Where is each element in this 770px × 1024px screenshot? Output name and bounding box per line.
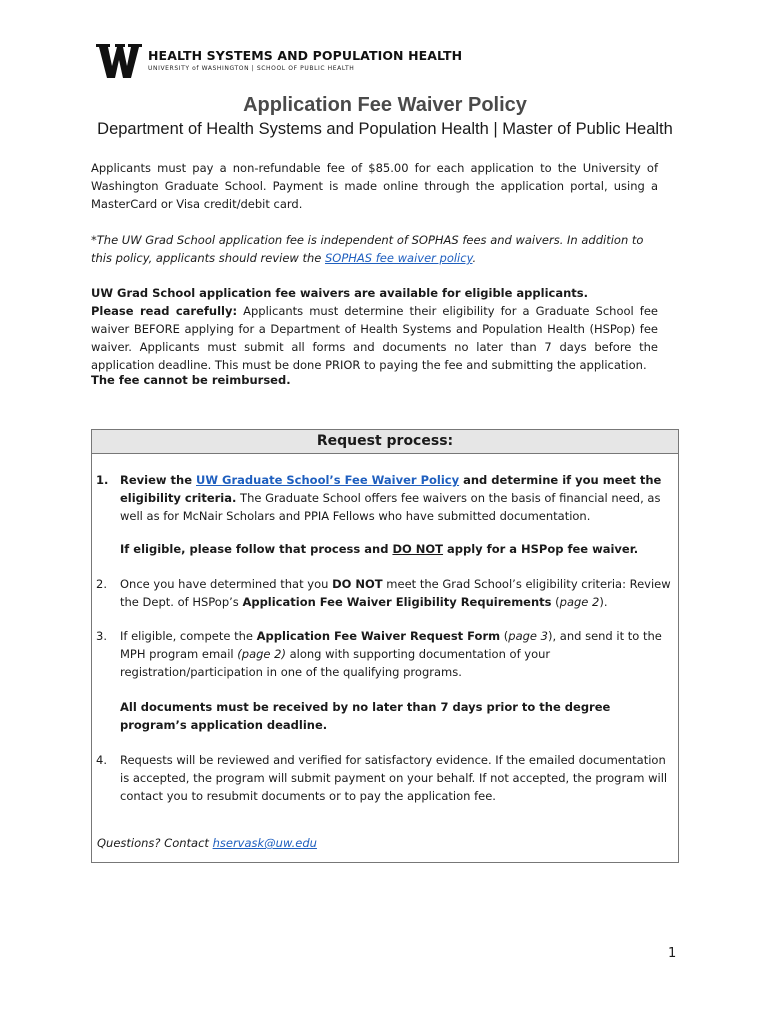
item3-text: If eligible, compete the	[120, 629, 257, 643]
sophas-note	[91, 231, 658, 267]
uw-w-logo-icon	[96, 44, 142, 78]
contact-email-link[interactable]: hservask@uw.edu	[212, 836, 317, 850]
item-number: 2.	[96, 577, 107, 591]
eligible-after: apply for a HSPop fee waiver.	[443, 542, 639, 556]
no-reimburse-text: The fee cannot be reimbursed.	[91, 373, 291, 387]
request-process-header: Request process:	[92, 430, 678, 454]
eligibility-heading	[91, 284, 658, 302]
item1-bold-after: and determine if you meet the eligibility criteria.	[120, 473, 662, 505]
item3-text: along with supporting documentation of your registration/participation in one of the qualifying programs.	[120, 647, 551, 679]
deadline-text: All documents must be received by no later than 7 days prior to the degree program’s application deadline.	[120, 700, 611, 732]
item3-bold: Application Fee Waiver Request Form	[256, 629, 501, 643]
item3-text: (	[500, 629, 509, 643]
item-number: 3.	[96, 629, 107, 643]
item2-bold: Application Fee Waiver Eligibility Requirements	[242, 595, 552, 609]
careful-text: Applicants must determine their eligibility for a Graduate School fee waiver BEFORE applying for a Department of Health Systems and Population Health (HSPop) fee waiver. Applicants must submit all forms and documents no later than 7 days before the application deadline. This must be done PRIOR to paying the fee and submitting the application.	[91, 304, 658, 372]
sophas-note-end: .	[472, 251, 477, 265]
item2-bold: DO NOT	[332, 577, 383, 591]
logo-title: HEALTH SYSTEMS AND POPULATION HEALTH	[148, 48, 463, 63]
questions-label: Questions? Contact	[97, 836, 213, 850]
logo-subtitle: UNIVERSITY of WASHINGTON | SCHOOL OF PUBLIC HEALTH	[148, 65, 355, 72]
questions-contact	[97, 834, 677, 852]
page-number: 1	[668, 946, 677, 961]
eligibility-paragraph	[91, 302, 658, 374]
item4-text: Requests will be reviewed and verified for satisfactory evidence. If the emailed documentation is accepted, the program will submit payment on your behalf. If not accepted, the program will contact you to resubmit documents or to pay the application fee.	[120, 753, 668, 803]
item-number: 1.	[96, 473, 109, 487]
sophas-waiver-link[interactable]: SOPHAS fee waiver policy	[325, 251, 473, 265]
item2-italic: page 2	[559, 595, 600, 609]
item2-text: Once you have determined that you	[120, 577, 333, 591]
item3-text: ), and send it to the MPH program email	[120, 629, 662, 661]
sophas-note-text: *The UW Grad School application fee is independent of SOPHAS fees and waivers. In addition to this policy, applicants should review the	[91, 233, 644, 265]
page-subtitle: Department of Health Systems and Population Health | Master of Public Health	[97, 120, 673, 138]
item1-bold: Review the	[120, 473, 197, 487]
intro-paragraph: Applicants must pay a non-refundable fee of $85.00 for each application to the University of Washington Graduate School. Payment is made online through the application portal, using a MasterCard or Visa credit/debit card.	[91, 161, 658, 211]
careful-label: Please read carefully:	[91, 304, 238, 318]
item2-text: (	[551, 595, 560, 609]
item-number: 4.	[96, 753, 107, 767]
item2-text: meet the Grad School’s eligibility criteria: Review the Dept. of HSPop’s	[120, 577, 671, 609]
eligibility-heading-text: UW Grad School application fee waivers are available for eligible applicants.	[91, 286, 588, 300]
page-title: Application Fee Waiver Policy	[243, 94, 527, 116]
item2-text: ).	[599, 595, 608, 609]
eligible-text: If eligible, please follow that process and	[120, 542, 393, 556]
grad-school-policy-link[interactable]: UW Graduate School’s Fee Waiver Policy	[196, 473, 460, 487]
item1-text: The Graduate School offers fee waivers on the basis of financial need, as well as for McNair Scholars and PPIA Fellows who have submitted documentation.	[120, 491, 661, 523]
uw-logo	[96, 44, 462, 78]
no-reimburse	[91, 371, 658, 389]
item3-italic: page 3	[508, 629, 548, 643]
do-not-text: DO NOT	[392, 542, 444, 556]
item3-italic: (page 2)	[237, 647, 286, 661]
